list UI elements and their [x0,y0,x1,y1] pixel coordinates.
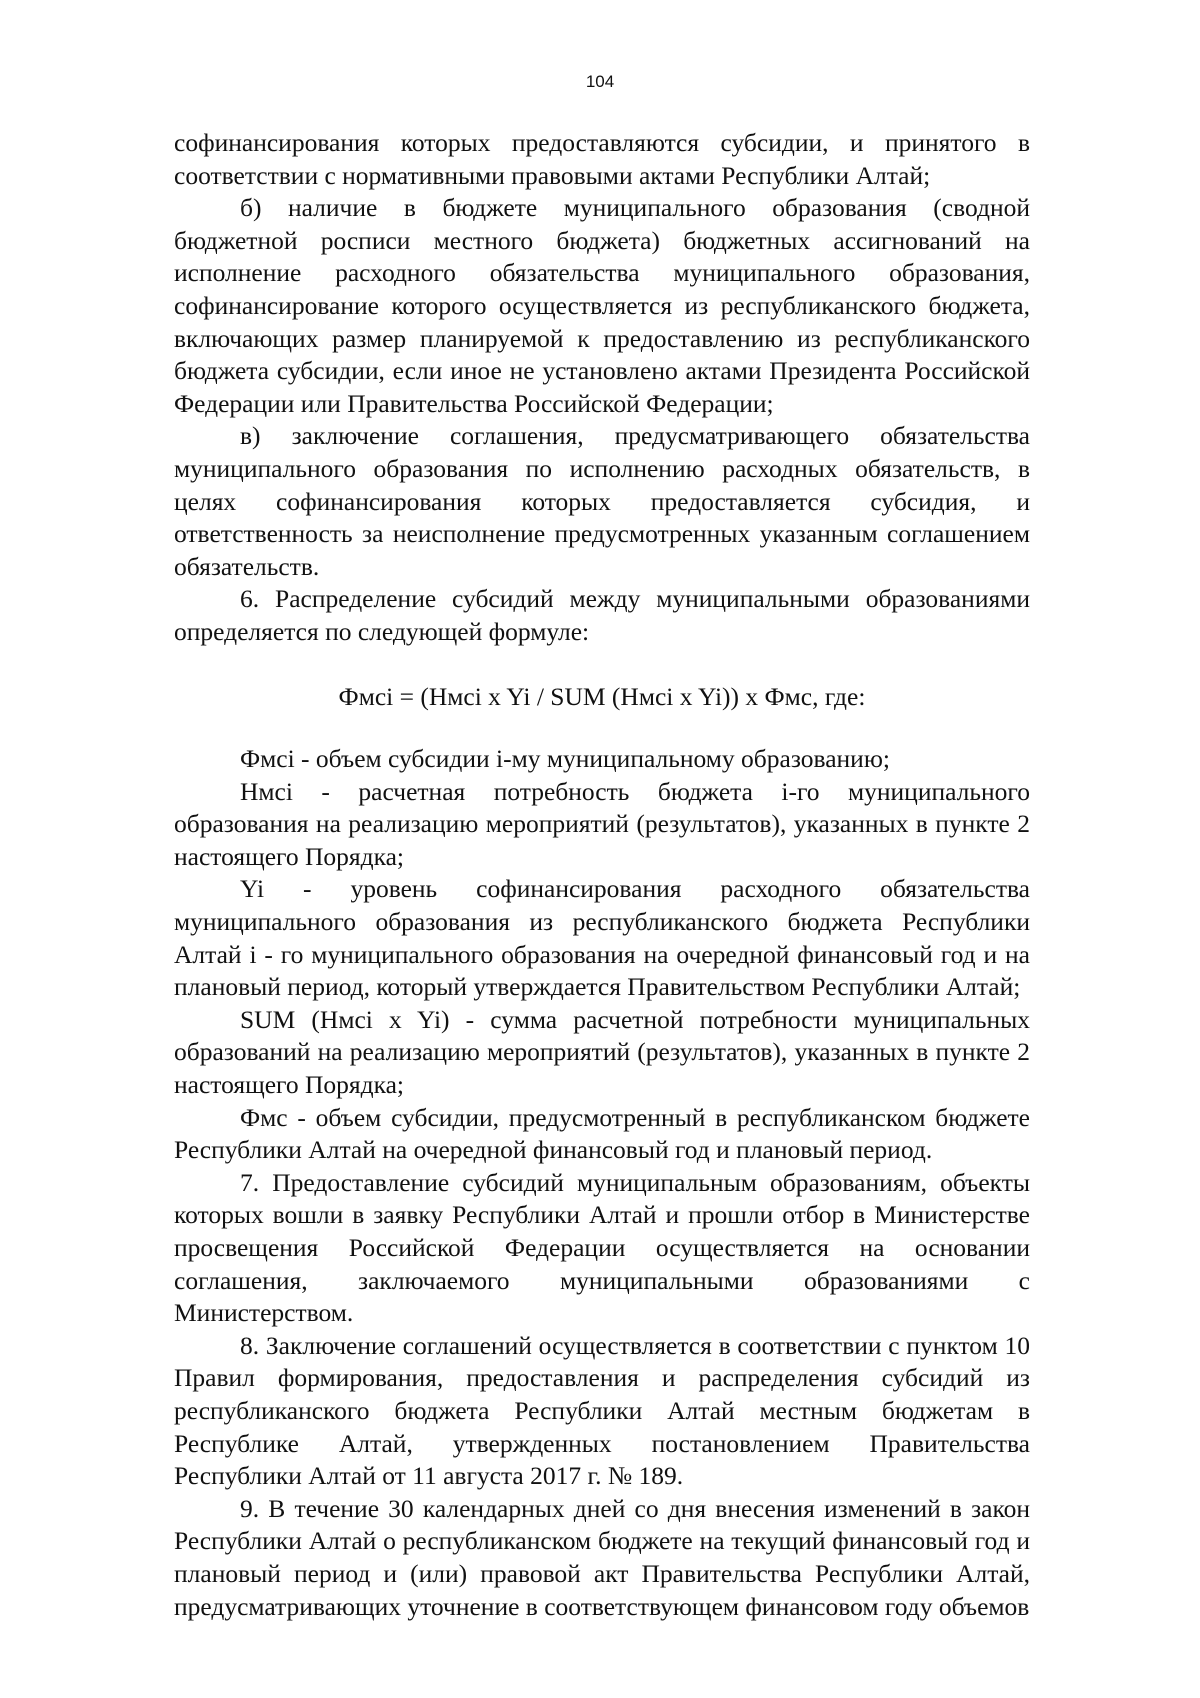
paragraph: софинансирования которых предоставляются субсидии, и принятого в соответствии с нормативными правовыми актами Республики Алтай; [174,128,1030,190]
paragraph: в) заключение соглашения, предусматривающего обязательства муниципального образования по исполнению расходных обязательств, в целях софинансирования которых предоставляется субсидия, и ответственность за неисполнение предусмотренных указанным соглашением обязательств. [174,421,1030,581]
paragraph: Нмсi - расчетная потребность бюджета i-го муниципального образования на реализацию мероприятий (результатов), указанных в пункте 2 настоящего Порядка; [174,776,1030,871]
paragraph: 7. Предоставление субсидий муниципальным образованиям, объекты которых вошли в заявку Республики Алтай и прошли отбор в Министерстве просвещения Российской Федерации осуществляется на основании соглашения, заключаемого муниципальными образованиями с Министерством. [174,1167,1030,1328]
page-number: 104 [585,72,615,91]
paragraph: Yi - уровень софинансирования расходного обязательства муниципального образования из республиканского бюджета Республики Алтай i - го муниципального образования на очередной финансовый год и на плановый период, который утверждается Правительством Республики Алтай; [174,874,1030,1002]
document-body [174,127,1030,1623]
paragraph: 6. Распределение субсидий между муниципальными образованиями определяется по следующей формуле: [174,584,1030,646]
paragraph: б) наличие в бюджете муниципального образования (сводной бюджетной росписи местного бюджета) бюджетных ассигнований на исполнение расходного обязательства муниципального образования, софинансирование которого осуществляется из республиканского бюджета, включающих размер планируемой к предоставлению из республиканского бюджета субсидии, если иное не установлено актами Президента Российской Федерации или Правительства Российской Федерации; [174,193,1030,418]
paragraph: 9. В течение 30 календарных дней со дня внесения изменений в закон Республики Алтай о республиканском бюджете на текущий финансовый год и плановый период и (или) правовой акт Правительства Республики Алтай, предусматривающих уточнение в соответствующем финансовом году объемов [174,1493,1030,1621]
paragraph: Фмс - объем субсидии, предусмотренный в республиканском бюджете Республики Алтай на очередной финансовый год и плановый период. [174,1102,1030,1165]
paragraph: Фмсi - объем субсидии i-му муниципальному образованию; [240,744,890,774]
paragraph: SUM (Нмсi x Yi) - сумма расчетной потребности муниципальных образований на реализацию мероприятий (результатов), указанных в пункте 2 настоящего Порядка; [174,1004,1030,1100]
paragraph: 8. Заключение соглашений осуществляется в соответствии с пунктом 10 Правил формирования, предоставления и распределения субсидий из республиканского бюджета Республики Алтай местным бюджетам в Республике Алтай, утвержденных постановлением Правительства Республики Алтай от 11 августа 2017 г. № 189. [174,1330,1030,1491]
formula: Фмсi = (Нмсi x Yi / SUM (Нмсi x Yi)) x Фмс, где: [338,681,866,711]
